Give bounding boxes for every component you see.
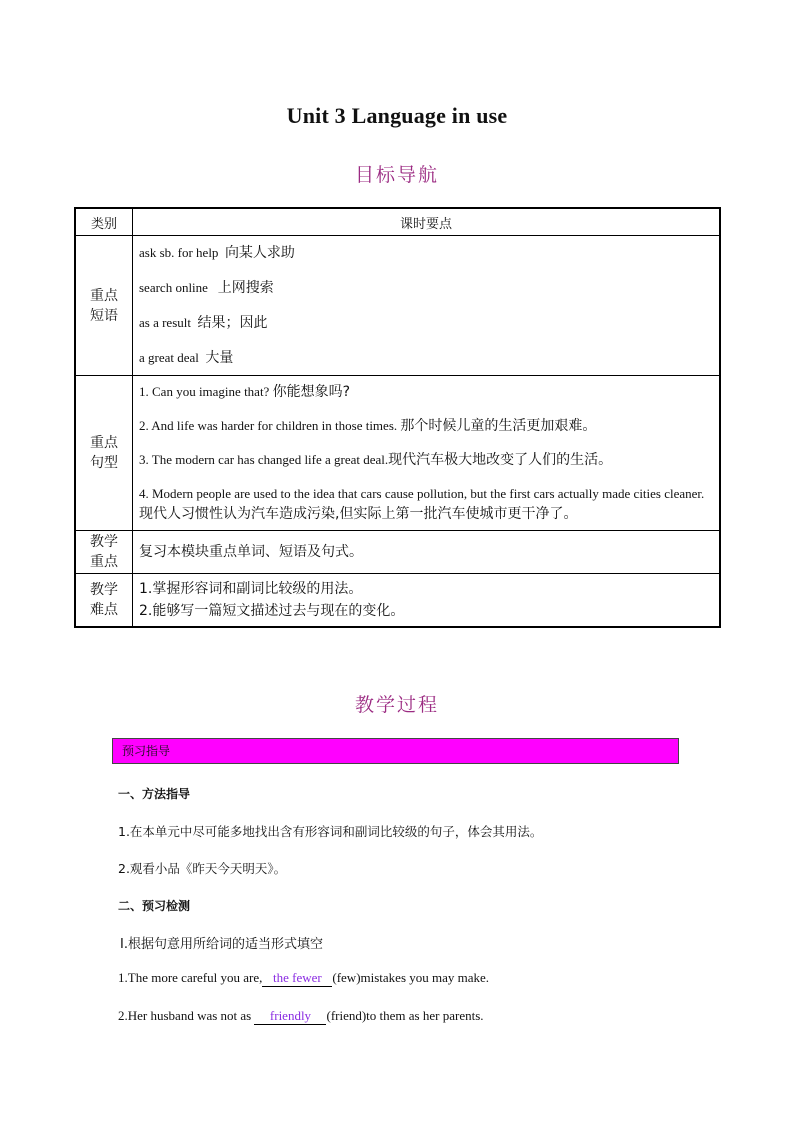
category-cell: 教学 难点: [75, 574, 133, 628]
goals-table: [74, 207, 721, 628]
table-row-sentences: [75, 376, 720, 531]
sentence-item: 3. The modern car has changed life a great deal.现代汽车极大地改变了人们的生活。: [139, 452, 613, 468]
answer-blank[interactable]: friendly: [254, 1008, 326, 1025]
method-item: 2.观看小品《昨天今天明天》。: [118, 861, 287, 876]
sentence-item: 2. And life was harder for children in those times. 那个时候儿童的生活更加艰难。: [139, 418, 597, 434]
category-cell: 重点 句型: [75, 376, 133, 531]
category-cell: 重点 短语: [75, 236, 133, 376]
answer-blank[interactable]: the fewer: [262, 970, 332, 987]
check-subheading: Ⅰ.根据句意用所给词的适当形式填空: [120, 937, 323, 952]
table-row-phrases: [75, 236, 720, 376]
sentence-item: 1. Can you imagine that? 你能想象吗?: [139, 384, 351, 400]
page-title: Unit 3 Language in use: [286, 103, 508, 128]
header-category: 类别: [75, 208, 133, 236]
phrase-item: search online 上网搜索: [139, 280, 274, 296]
phrase-item: a great deal 大量: [139, 350, 234, 366]
table-header-row: [75, 208, 720, 236]
method-item: 1.在本单元中尽可能多地找出含有形容词和副词比较级的句子，体会其用法。: [118, 824, 543, 839]
section-title-goals: 目标导航: [354, 164, 439, 186]
focus-cell: 复习本模块重点单词、短语及句式。: [133, 531, 721, 574]
sentence-item: 4. Modern people are used to the idea that cars cause pollution, but the first cars actually made cities cleaner. 现代人习惯性认为汽车造成污染,但实际上第一批汽车使城市更干净了。: [139, 486, 705, 522]
question-2: 2.Her husband was not as friendly (friend)to them as her parents.: [118, 1008, 484, 1023]
category-cell: 教学 重点: [75, 531, 133, 574]
phrases-cell: [133, 236, 721, 376]
phrase-item: as a result 结果；因此: [139, 315, 268, 331]
question-1: 1.The more careful you are, the fewer (few)mistakes you may make.: [118, 970, 490, 985]
method-heading: 一、方法指导: [118, 787, 191, 801]
section-title-process: 教学过程: [354, 694, 439, 716]
check-heading: 二、预习检测: [118, 899, 191, 913]
table-row-difficulty: [75, 574, 720, 628]
sentences-cell: [133, 376, 721, 531]
phrase-item: ask sb. for help 向某人求助: [139, 245, 295, 261]
preview-banner: 预习指导: [112, 738, 679, 764]
header-points: 课时要点: [133, 208, 721, 236]
table-row-focus: [75, 531, 720, 574]
difficulty-cell: 1.掌握形容词和副词比较级的用法。 2.能够写一篇短文描述过去与现在的变化。: [133, 574, 721, 628]
